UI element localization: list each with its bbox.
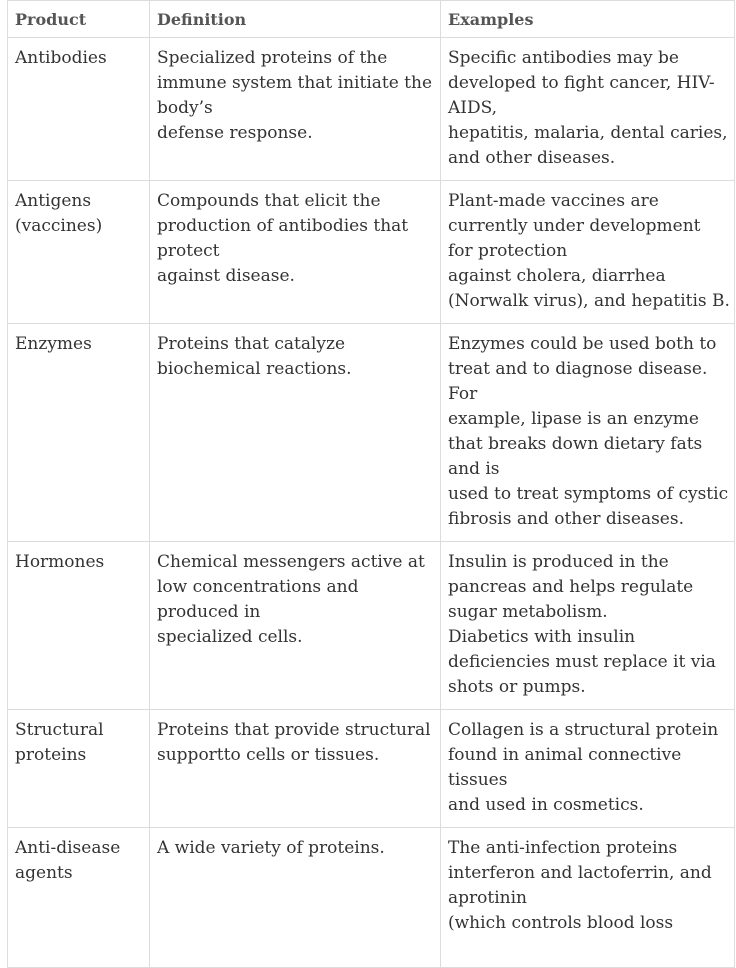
cell-line: Proteins that provide structural: [157, 720, 431, 740]
cell-line: Insulin is produced in the: [448, 552, 669, 572]
cell-line: proteins: [15, 745, 87, 765]
cell-line: against disease.: [157, 266, 295, 286]
definition-cell: [150, 38, 441, 181]
product-cell: [8, 38, 150, 181]
header-examples: Examples: [441, 1, 735, 38]
cell-line: Proteins that catalyze: [157, 334, 346, 354]
table-row: [8, 710, 735, 828]
header-definition: Definition: [150, 1, 441, 38]
definition-cell: [150, 324, 441, 542]
cell-line: agents: [15, 863, 73, 883]
protein-products-table: [7, 0, 735, 968]
cell-line: aprotinin: [448, 888, 527, 908]
table-row: [8, 181, 735, 324]
cell-line: pancreas and helps regulate: [448, 577, 694, 597]
cell-line: Hormones: [15, 552, 105, 572]
cell-line: (vaccines): [15, 216, 103, 236]
cell-line: low concentrations and: [157, 577, 359, 597]
cell-line: For: [448, 384, 478, 404]
cell-line: example, lipase is an enzyme: [448, 409, 699, 429]
cell-line: production of antibodies that: [157, 216, 409, 236]
cell-line: produced in: [157, 602, 261, 622]
cell-line: treat and to diagnose disease.: [448, 359, 708, 379]
cell-line: and other diseases.: [448, 148, 616, 168]
cell-line: against cholera, diarrhea: [448, 266, 666, 286]
cell-line: A wide variety of proteins.: [157, 838, 385, 858]
cell-line: currently under development: [448, 216, 701, 236]
product-cell: [8, 181, 150, 324]
table-row: [8, 828, 735, 968]
cell-line: specialized cells.: [157, 627, 303, 647]
cell-line: Plant-made vaccines are: [448, 191, 659, 211]
table-row: [8, 38, 735, 181]
cell-line: interferon and lactoferrin, and: [448, 863, 712, 883]
header-product: Product: [8, 1, 150, 38]
cell-line: Structural: [15, 720, 104, 740]
definition-cell: [150, 710, 441, 828]
cell-line: used to treat symptoms of cystic: [448, 484, 729, 504]
cell-line: Antigens: [15, 191, 92, 211]
cell-line: Specific antibodies may be: [448, 48, 679, 68]
examples-cell: [441, 828, 735, 968]
examples-cell: [441, 710, 735, 828]
cell-line: Specialized proteins of the: [157, 48, 388, 68]
cell-line: Diabetics with insulin: [448, 627, 636, 647]
cell-line: Enzymes: [15, 334, 92, 354]
table-row: [8, 324, 735, 542]
cell-line: The anti-infection proteins: [448, 838, 678, 858]
cell-line: body’s: [157, 98, 213, 118]
cell-line: AIDS,: [448, 98, 498, 118]
cell-line: shots or pumps.: [448, 677, 586, 697]
examples-cell: [441, 38, 735, 181]
cell-line: deficiencies must replace it via: [448, 652, 716, 672]
cell-line: and used in cosmetics.: [448, 795, 644, 815]
cell-line: Enzymes could be used both to: [448, 334, 717, 354]
product-cell: [8, 324, 150, 542]
cell-line: (which controls blood loss: [448, 913, 674, 933]
cell-line: defense response.: [157, 123, 313, 143]
cell-line: (Norwalk virus), and hepatitis B.: [448, 291, 730, 311]
table-header-row: [8, 1, 735, 38]
product-cell: [8, 828, 150, 968]
definition-cell: [150, 828, 441, 968]
cell-line: Antibodies: [15, 48, 107, 68]
cell-line: fibrosis and other diseases.: [448, 509, 684, 529]
cell-line: biochemical reactions.: [157, 359, 352, 379]
cell-line: supportto cells or tissues.: [157, 745, 380, 765]
cell-line: tissues: [448, 770, 508, 790]
cell-line: developed to fight cancer, HIV-: [448, 73, 715, 93]
cell-line: Compounds that elicit the: [157, 191, 381, 211]
definition-cell: [150, 181, 441, 324]
definition-cell: [150, 542, 441, 710]
cell-line: protect: [157, 241, 220, 261]
cell-line: Collagen is a structural protein: [448, 720, 719, 740]
cell-line: that breaks down dietary fats: [448, 434, 703, 454]
cell-line: and is: [448, 459, 500, 479]
cell-line: hepatitis, malaria, dental caries,: [448, 123, 728, 143]
cell-line: Anti-disease: [15, 838, 121, 858]
cell-line: sugar metabolism.: [448, 602, 608, 622]
examples-cell: [441, 324, 735, 542]
examples-cell: [441, 542, 735, 710]
cell-line: immune system that initiate the: [157, 73, 433, 93]
product-cell: [8, 710, 150, 828]
cell-line: Chemical messengers active at: [157, 552, 425, 572]
cell-line: found in animal connective: [448, 745, 682, 765]
examples-cell: [441, 181, 735, 324]
table-row: [8, 542, 735, 710]
product-cell: [8, 542, 150, 710]
cell-line: for protection: [448, 241, 568, 261]
